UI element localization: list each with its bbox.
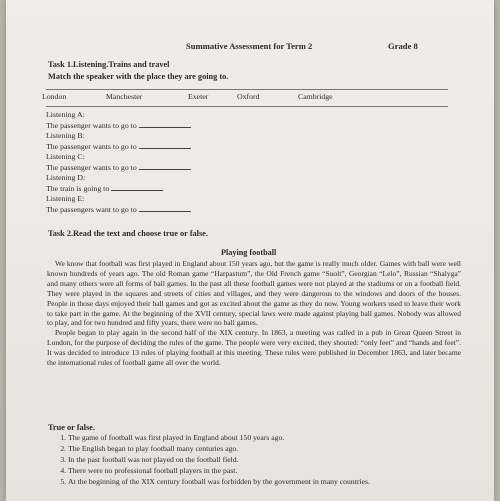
statements-list	[48, 432, 370, 487]
answer-blank-e[interactable]	[139, 205, 191, 212]
answer-blank-b[interactable]	[139, 142, 191, 149]
paragraph-1: We know that football was first played in England about 150 years ago, but the game is really much older. Games with ball were well known hundreds of years ago. The old Roman game “Harpastum”, the Old French game “Suolt”, Georgian “Lelo”, Russian “Shalyga” and many others were all forms of ball games. In the past all these football games were not played at the stadiums or on a football field. They were played in the squares and streets of cities and villages, and they were dangerous to the windows and doors of the houses. People in those days enjoyed their ball games and got as excited about the game as they do now. Young workers used to leave their work to take part in the game. At the beginning of the XVII century, special laws were made against playing ball games. Nobody was allowed to play, and for two hundred and fifty years, there were no ball games.	[47, 259, 461, 328]
listening-b-label: Listening B:	[46, 131, 85, 140]
answer-blank-a[interactable]	[139, 121, 191, 128]
statement-3: 3. In the past football was not played on the football field.	[68, 454, 370, 465]
true-false-heading: True or false.	[48, 423, 95, 432]
grade-label: Grade 8	[388, 41, 418, 51]
listening-c-prompt: The passenger wants to go to	[46, 163, 191, 172]
listening-c-label: Listening C:	[46, 152, 85, 161]
place-manchester: Manchester	[106, 92, 143, 101]
listening-d-prompt: The train is going to	[46, 184, 163, 193]
text-title: Playing football	[221, 248, 277, 257]
place-exeter: Exeter	[188, 92, 209, 101]
task1-heading: Task 1.Listening.Trains and travel	[48, 60, 170, 69]
statement-5: 5. At the beginning of the XIX century football was forbidden by the government in many countries.	[68, 476, 370, 487]
listening-a-prompt: The passenger wants to go to	[46, 121, 191, 130]
places-bottom-rule	[46, 106, 448, 107]
statement-2: 2. The English began to play football many centuries ago.	[68, 443, 370, 454]
place-oxford: Oxford	[237, 92, 260, 101]
worksheet-page	[6, 0, 494, 501]
listening-b-prompt: The passenger wants to go to	[46, 142, 191, 151]
reading-text	[47, 259, 461, 368]
place-cambridge: Cambridge	[298, 92, 333, 101]
listening-e-label: Listening E:	[46, 194, 85, 203]
listening-a-label: Listening A:	[46, 110, 85, 119]
task1-instruction: Match the speaker with the place they are going to.	[48, 72, 229, 81]
answer-blank-d[interactable]	[111, 184, 163, 191]
paragraph-2: People began to play again in the second half of the XIX century. In 1863, a meeting was called in a pub in Great Queen Street in London, for the purpose of deciding the rules of the game. The people were very excited, they shouted: “only feet” and “hands and feet”. It was decided to introduce 13 rules of playing football at this meeting. These rules were published in December 1863, and later became the international rules of football game all over the world.	[47, 328, 461, 368]
listening-e-prompt: The passengers want to go to	[46, 205, 191, 214]
statement-1: 1. The game of football was first played in England about 150 years ago.	[68, 432, 370, 443]
listening-d-label: Listening D:	[46, 173, 86, 182]
place-london: London	[42, 92, 67, 101]
answer-blank-c[interactable]	[139, 163, 191, 170]
task2-heading: Task 2.Read the text and choose true or false.	[48, 229, 208, 238]
statement-4: 4. There were no professional football players in the past.	[68, 465, 370, 476]
assessment-title: Summative Assessment for Term 2	[186, 41, 313, 51]
places-top-rule	[46, 89, 448, 90]
